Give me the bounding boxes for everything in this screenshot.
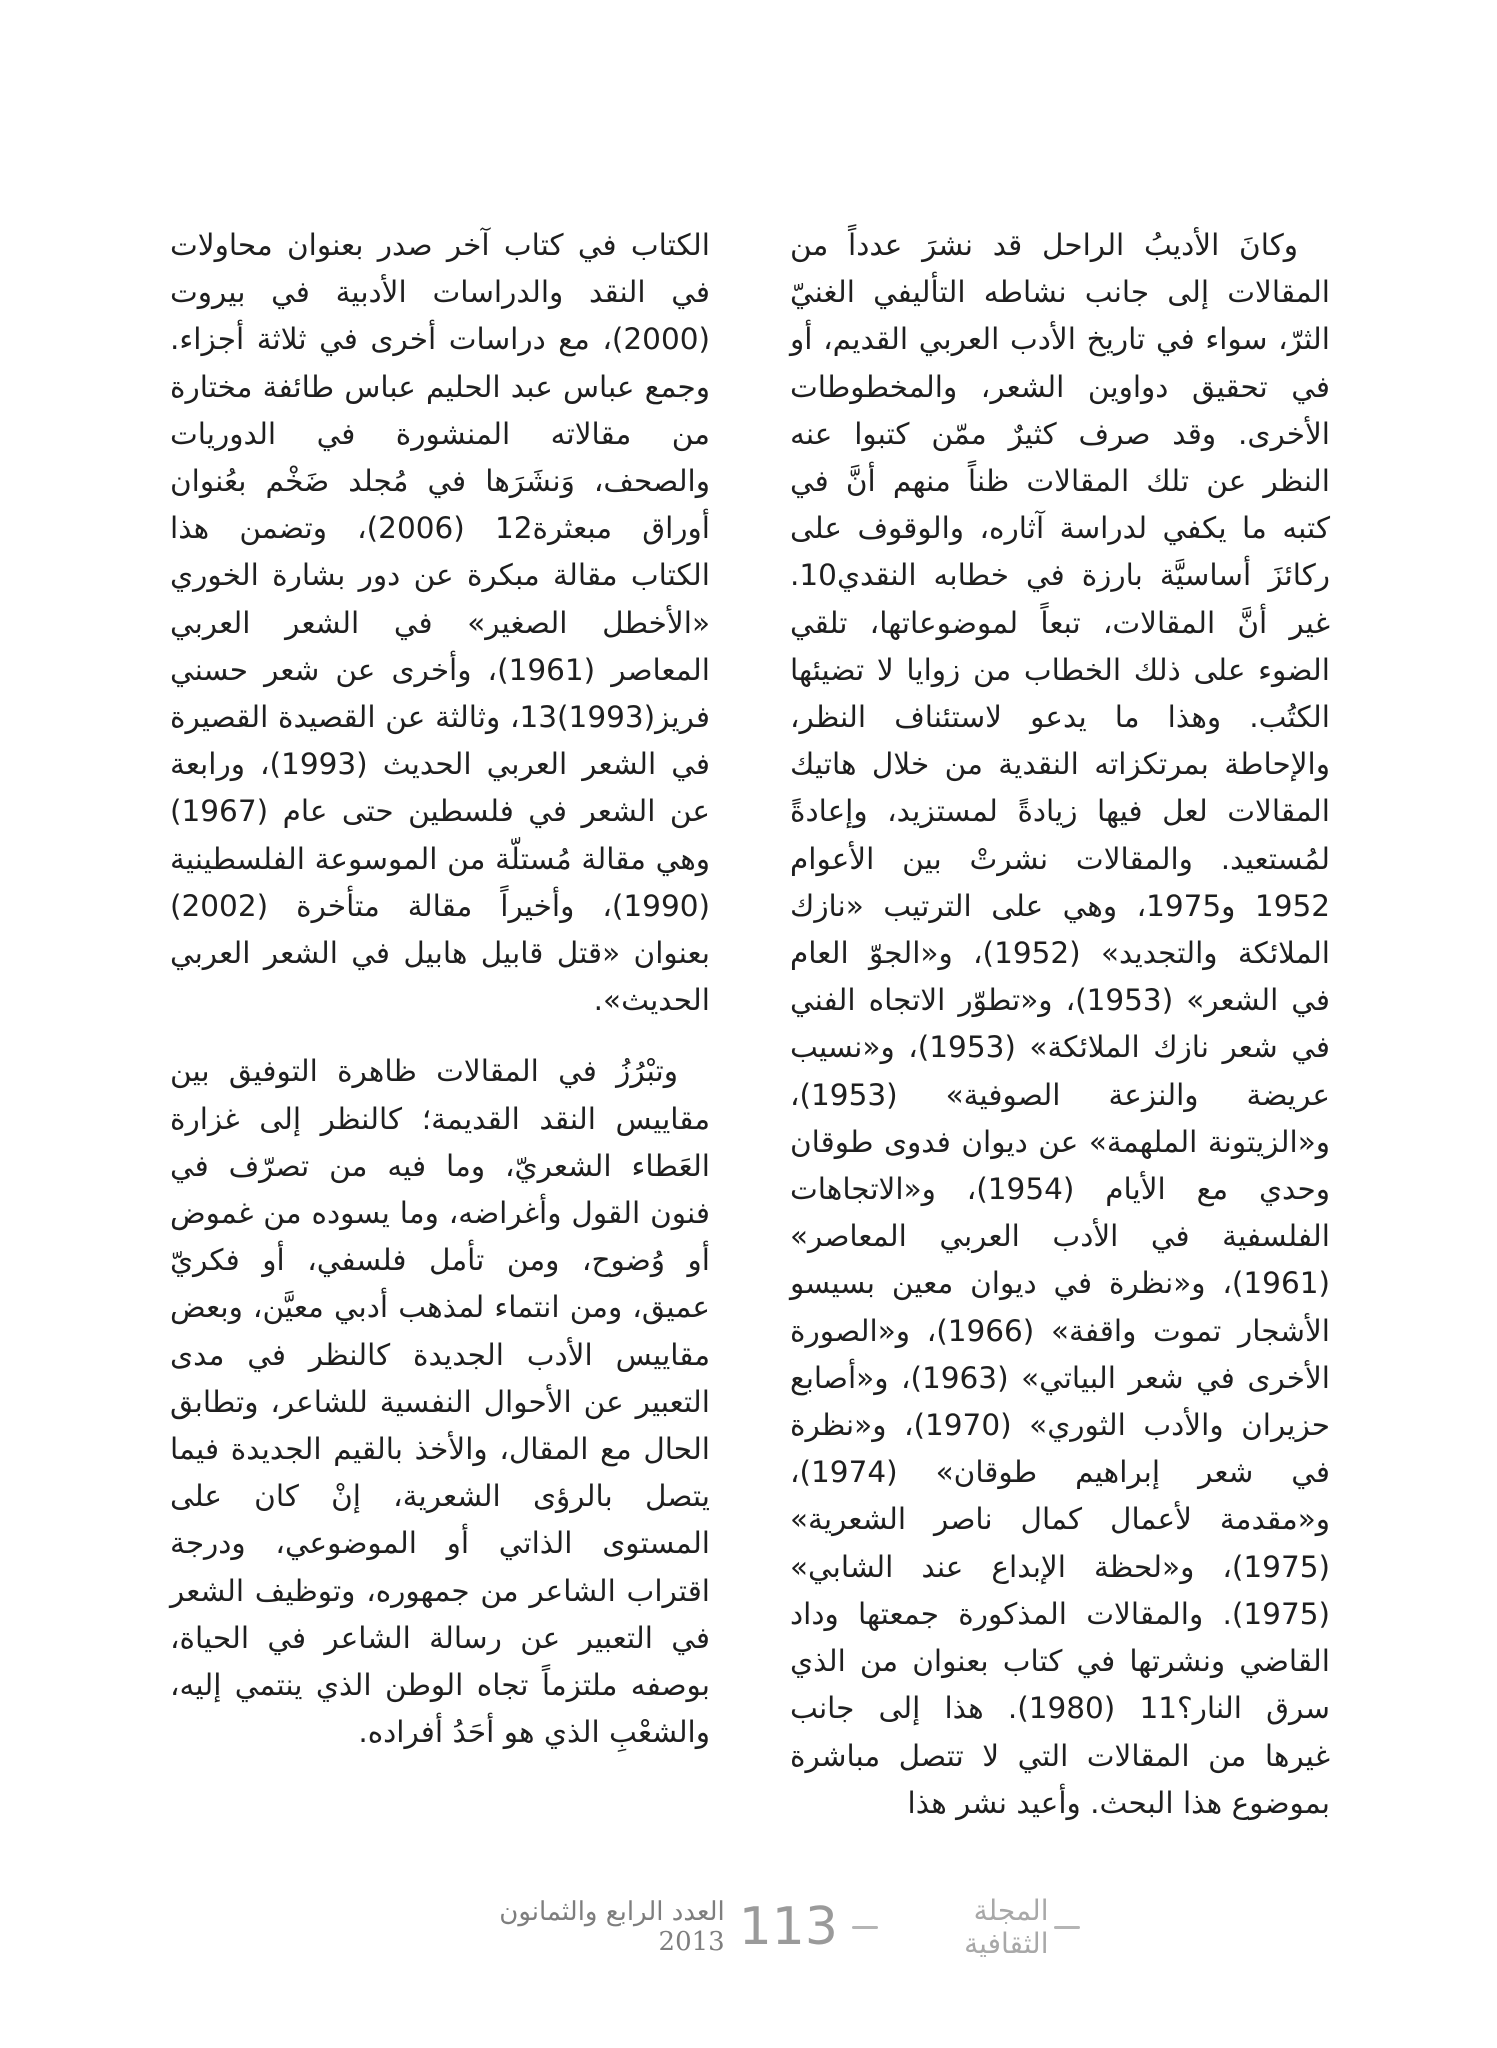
issue-label: العدد الرابع والثمانون 2013 [499,1897,725,1957]
right-text-column [790,222,1330,1827]
paragraph: وكانَ الأديبُ الراحل قد نشرَ عدداً من المقالات إلى جانب نشاطه التأليفي الغنيّ الثرّ، سواء في تاريخ الأدب العربي القديم، أو في تحقيق دواوين الشعر، والمخطوطات الأخرى. وقد صرف كثيرٌ ممّن كتبوا عنه النظر عن تلك المقالات ظناً منهم أنَّ في كتبه ما يكفي لدراسة آثاره، والوقوف على ركائزَ أساسيَّة بارزة في خطابه النقدي10. غير أنَّ المقالات، تبعاً لموضوعاتها، تلقي الضوء على ذلك الخطاب من زوايا لا تضيئها الكتُب. وهذا ما يدعو لاستئناف النظر، والإحاطة بمرتكزاته النقدية من خلال هاتيك المقالات لعل فيها زيادةً لمستزيد، وإعادةً لمُستعيد. والمقالات نشرتْ بين الأعوام 1952 و1975، وهي على الترتيب «نازك الملائكة والتجديد» (1952)، و«الجوّ العام في الشعر» (1953)، و«تطوّر الاتجاه الفني في شعر نازك الملائكة» (1953)، و«نسيب عريضة والنزعة الصوفية» (1953)، و«الزيتونة الملهمة» عن ديوان فدوى طوقان وحدي مع الأيام (1954)، و«الاتجاهات الفلسفية في الأدب العربي المعاصر» (1961)، و«نظرة في ديوان معين بسيسو الأشجار تموت واقفة» (1966)، و«الصورة الأخرى في شعر البياتي» (1963)، و«أصابع حزيران والأدب الثوري» (1970)، و«نظرة في شعر إبراهيم طوقان» (1974)، و«مقدمة لأعمال كمال ناصر الشعرية» (1975)، و«لحظة الإبداع عند الشابي» (1975). والمقالات المذكورة جمعتها وداد القاضي ونشرتها في كتاب بعنوان من الذي سرق النار؟11 (1980). هذا إلى جانب غيرها من المقالات التي لا تتصل مباشرة بموضوع هذا البحث. وأعيد نشر هذا [790,228,1331,1820]
paragraph: وتبْرُزُ في المقالات ظاهرة التوفيق بين مقاييس النقد القديمة؛ كالنظر إلى غزارة العَطاء الشعريّ، وما فيه من تصرّف في فنون القول وأغراضه، وما يسوده من غموض أو وُضوح، ومن تأمل فلسفي، أو فكريّ عميق، ومن انتماء لمذهب أدبي معيَّن، وبعض مقاييس الأدب الجديدة كالنظر في مدى التعبير عن الأحوال النفسية للشاعر، وتطابق الحال مع المقال، والأخذ بالقيم الجديدة فيما يتصل بالرؤى الشعرية، إنْ كان على المستوى الذاتي أو الموضوعي، ودرجة اقتراب الشاعر من جمهوره، وتوظيف الشعر في التعبير عن رسالة الشاعر في الحياة، بوصفه ملتزماً تجاه الوطن الذي ينتمي إليه، والشعْبِ الذي هو أحَدُ أفراده. [170,1054,710,1750]
magazine-name-wrapper [852,1894,1080,1960]
decorative-swash [852,1926,878,1929]
magazine-name: المجلة الثقافية [964,1894,1049,1960]
paragraph: الكتاب في كتاب آخر صدر بعنوان محاولات في النقد والدراسات الأدبية في بيروت (2000)، مع دراسات أخرى في ثلاثة أجزاء. وجمع عباس عبد الحليم عباس طائفة مختارة من مقالاته المنشورة في الدوريات والصحف، وَنشَرَها في مُجلد ضَخْم بعُنوان أوراق مبعثرة12 (2006)، وتضمن هذا الكتاب مقالة مبكرة عن دور بشارة الخوري «الأخطل الصغير» في الشعر العربي المعاصر (1961)، وأخرى عن شعر حسني فريز(1993)13، وثالثة عن القصيدة القصيرة في الشعر العربي الحديث (1993)، ورابعة عن الشعر في فلسطين حتى عام (1967) وهي مقالة مُستلّة من الموسوعة الفلسطينية (1990)، وأخيراً مقالة متأخرة (2002) بعنوان «قتل قابيل هابيل في الشعر العربي الحديث». [170,228,710,1018]
left-text-column [170,222,710,1757]
page-number: 113 [738,1897,838,1957]
decorative-swash [1054,1926,1080,1929]
page-footer [430,1892,1080,1962]
